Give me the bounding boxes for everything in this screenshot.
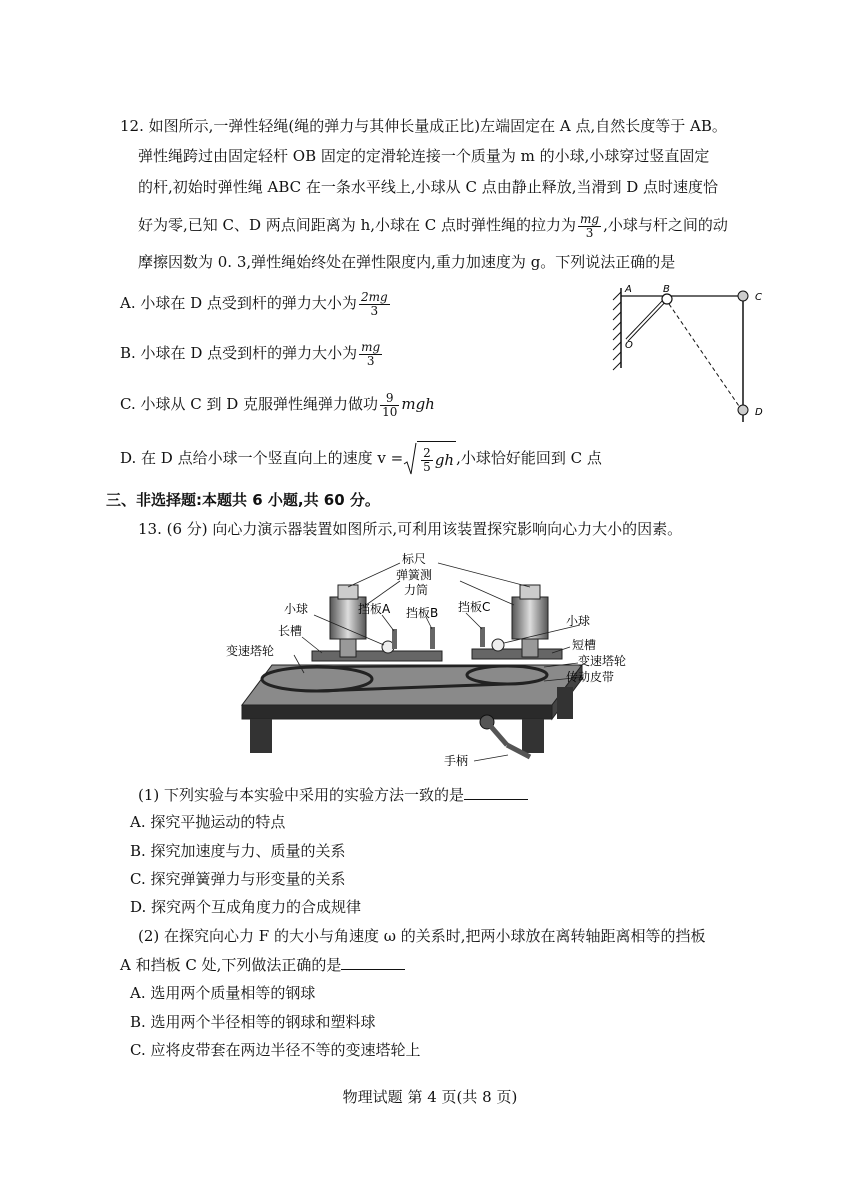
- q12-pulley-figure: [605, 282, 770, 432]
- q13-part-2-option-a: A. 选用两个质量相等的钢球: [130, 984, 316, 1002]
- fraction-numerator: 9: [380, 392, 399, 406]
- q12-line-4-tail: ,小球与杆之间的动: [603, 216, 728, 234]
- label-xiaoqiu-left: 小球: [284, 602, 309, 616]
- q12-option-b: [120, 336, 384, 370]
- option-a-text: A. 小球在 D 点受到杆的弹力大小为: [120, 294, 357, 312]
- fraction-denominator: 3: [370, 303, 379, 318]
- q12-option-d: [120, 440, 602, 478]
- fraction-numerator: 2: [423, 446, 431, 461]
- q13-part-1: [138, 784, 528, 806]
- q13-part-2-line-1: (2) 在探究向心力 F 的大小与角速度 ω 的关系时,把两小球放在离转轴距离相等的挡板: [138, 927, 706, 945]
- q13-part-1-option-b: B. 探究加速度与力、质量的关系: [130, 842, 346, 860]
- label-changcao: 长槽: [278, 624, 303, 638]
- label-dangban-c: 挡板C: [458, 600, 491, 614]
- fraction-9-over-10: [380, 392, 399, 419]
- answer-blank-1[interactable]: [464, 785, 528, 800]
- fraction-mg-over-3-b: [359, 341, 382, 368]
- label-dangban-a: 挡板A: [358, 602, 391, 616]
- label-xiaoqiu-right: 小球: [566, 614, 591, 628]
- q12-line-3: 的杆,初始时弹性绳 ABC 在一条水平线上,小球从 C 点由静止释放,当滑到 D 点时速度恰: [138, 178, 719, 196]
- option-d-tail: ,小球恰好能回到 C 点: [456, 449, 602, 467]
- section-3-heading: 三、非选择题:本题共 6 小题,共 60 分。: [106, 491, 380, 509]
- fraction-numerator: 2mg: [360, 289, 388, 304]
- centripetal-force-apparatus-figure: [222, 547, 662, 775]
- q13-part-1-option-a: A. 探究平抛运动的特点: [130, 813, 286, 831]
- q13-part-1-option-d: D. 探究两个互成角度力的合成规律: [130, 898, 362, 916]
- q13-part-2-option-b: B. 选用两个半径相等的钢球和塑料球: [130, 1013, 376, 1031]
- label-shoubing: 手柄: [444, 754, 469, 768]
- answer-blank-2[interactable]: [341, 955, 405, 970]
- q13-part-2-line-2: [120, 954, 405, 976]
- label-pidai: 传动皮带: [566, 670, 615, 684]
- fraction-denominator: 5: [423, 460, 431, 475]
- q12-line-1: 12. 如图所示,一弹性轻绳(绳的弹力与其伸长量成正比)左端固定在 A 点,自然长度等于 AB。: [120, 117, 727, 135]
- figure-label-a: A: [625, 284, 632, 295]
- sqrt-expression: [403, 440, 456, 478]
- label-duancao: 短槽: [572, 638, 597, 652]
- figure-label-b: B: [663, 284, 670, 295]
- q12-line-4: [138, 208, 728, 242]
- option-c-mgh: mgh: [401, 395, 435, 413]
- fraction-numerator: mg: [580, 211, 600, 226]
- radicand-gh: gh: [434, 450, 455, 469]
- figure-label-o: O: [625, 340, 633, 351]
- q12-line-5: 摩擦因数为 0. 3,弹性绳始终处在弹性限度内,重力加速度为 g。下列说法正确的是: [138, 253, 676, 271]
- fraction-2-over-5: [421, 447, 433, 474]
- q12-line-4-text: 好为零,已知 C、D 两点间距离为 h,小球在 C 点时弹性绳的拉力为: [138, 216, 577, 234]
- label-litong: 力筒: [404, 583, 429, 597]
- q12-option-a: [120, 286, 392, 320]
- page-footer: 物理试题 第 4 页(共 8 页): [342, 1088, 518, 1106]
- figure-label-c: C: [755, 292, 762, 303]
- fraction-denominator: 10: [382, 404, 398, 419]
- q13-part-1-option-c: C. 探究弹簧弹力与形变量的关系: [130, 870, 346, 888]
- fraction-denominator: 3: [585, 225, 594, 240]
- fraction-numerator: mg: [361, 339, 381, 354]
- label-tanhuang: 弹簧测: [396, 568, 433, 582]
- q12-line-2: 弹性绳跨过由固定轻杆 OB 固定的定滑轮连接一个质量为 m 的小球,小球穿过竖直固定: [138, 147, 710, 165]
- figure-label-d: D: [755, 407, 763, 418]
- option-d-text: D. 在 D 点给小球一个竖直向上的速度 v =: [120, 449, 404, 467]
- q13-part-2-option-c: C. 应将皮带套在两边半径不等的变速塔轮上: [130, 1041, 421, 1059]
- label-talun-right: 变速塔轮: [578, 654, 627, 668]
- label-biaochi: 标尺: [402, 552, 427, 566]
- fraction-denominator: 3: [366, 353, 375, 368]
- q13-part-1-text: (1) 下列实验与本实验中采用的实验方法一致的是: [138, 786, 465, 804]
- q13-intro: 13. (6 分) 向心力演示器装置如图所示,可利用该装置探究影响向心力大小的因素。: [138, 520, 683, 538]
- label-dangban-b: 挡板B: [406, 606, 439, 620]
- option-c-text: C. 小球从 C 到 D 克服弹性绳弹力做功: [120, 395, 379, 413]
- fraction-mg-over-3: [578, 213, 601, 240]
- q12-option-c: [120, 387, 435, 421]
- label-talun-left: 变速塔轮: [226, 644, 275, 658]
- q13-part-2-text: A 和挡板 C 处,下列做法正确的是: [120, 956, 342, 974]
- option-b-text: B. 小球在 D 点受到杆的弹力大小为: [120, 344, 358, 362]
- fraction-2mg-over-3: [359, 291, 390, 318]
